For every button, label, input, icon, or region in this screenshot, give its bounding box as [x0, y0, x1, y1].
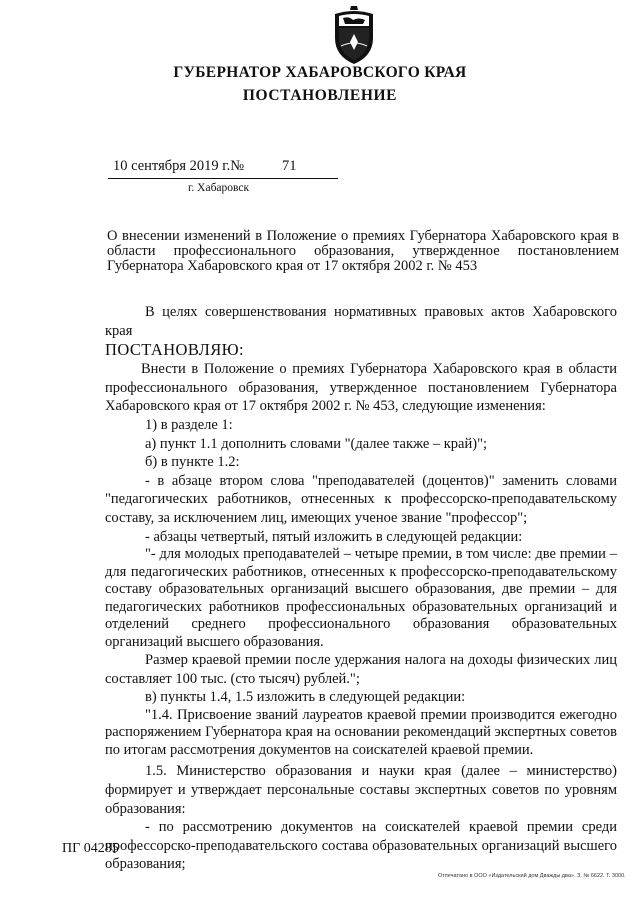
decree-word: ПОСТАНОВЛЯЮ: [105, 340, 244, 360]
document-subject: О внесении изменений в Положение о премиях Губернатора Хабаровского края в области профессионального образования, утвержденное постановлением Губернатора Хабаровского края от 17 октября 2002 г. № 453 [107, 228, 619, 274]
document-type-title: ПОСТАНОВЛЕНИЕ [242, 87, 398, 104]
paragraph: б) в пункте 1.2: [145, 454, 240, 471]
document-authority-title: ГУБЕРНАТОР ХАБАРОВСКОГО КРАЯ [173, 64, 467, 81]
paragraph: - по рассмотрению документов на соискателей краевой премии среди профессорско-преподавательского состава образовательных организаций высшего образования; [105, 819, 617, 873]
document-date: 10 сентября 2019 г.№ [113, 158, 245, 174]
document-number: 71 [282, 158, 297, 174]
printer-imprint: Отпечатано в ООО «Издательский дом Дважды два». З. № 6622. Т. 3000. [438, 873, 626, 879]
paragraph: 1.5. Министерство образования и науки края (далее – министерство) формирует и утверждает персональные составы экспертных советов по уровням образования: [105, 763, 617, 817]
paragraph: 1) в разделе 1: [145, 416, 233, 433]
paragraph: Размер краевой премии после удержания налога на доходы физических лиц составляет 100 тыс. (сто тысяч) рублей."; [105, 652, 617, 687]
paragraph: - абзацы четвертый, пятый изложить в следующей редакции: [145, 528, 523, 545]
paragraph: "- для молодых преподавателей – четыре премии, в том числе: две премии – для педагогических работников, отнесенных к профессорско-преподавательскому составу образовательных организаций высшего образования, две премии – для педагогических работников профессиональных образовательных организаций и отделений среднего профессионального образования образовательных организаций высшего образования. [105, 546, 617, 650]
document-city: г. Хабаровск [188, 182, 250, 194]
paragraph: - в абзаце втором слова "преподавателей (доцентов)" заменить словами "педагогических работников, отнесенных к профессорско-преподавательскому составу, за исключением лиц, имеющих ученое звание "профессор"; [105, 472, 617, 526]
paragraph: а) пункт 1.1 дополнить словами "(далее также – край)"; [145, 435, 488, 452]
form-code: ПГ 04285 [62, 841, 119, 856]
coat-of-arms-emblem [331, 4, 377, 66]
date-number-line [108, 158, 338, 179]
preamble: В целях совершенствования нормативных правовых актов Хабаровского края [105, 304, 617, 339]
document-body [105, 303, 617, 874]
paragraph: в) пункты 1.4, 1.5 изложить в следующей редакции: [145, 689, 466, 706]
paragraph: Внести в Положение о премиях Губернатора Хабаровского края в области профессионального образования, утвержденное постановлением Губернатора Хабаровского края от 17 октября 2002 г. № 453, следующие изменения: [105, 361, 617, 415]
paragraph: "1.4. Присвоение званий лауреатов краевой премии производится ежегодно распоряжением Губернатора края на основании рекомендаций экспертных советов по итогам рассмотрения документов на соискателей краевой премии. [105, 706, 617, 758]
